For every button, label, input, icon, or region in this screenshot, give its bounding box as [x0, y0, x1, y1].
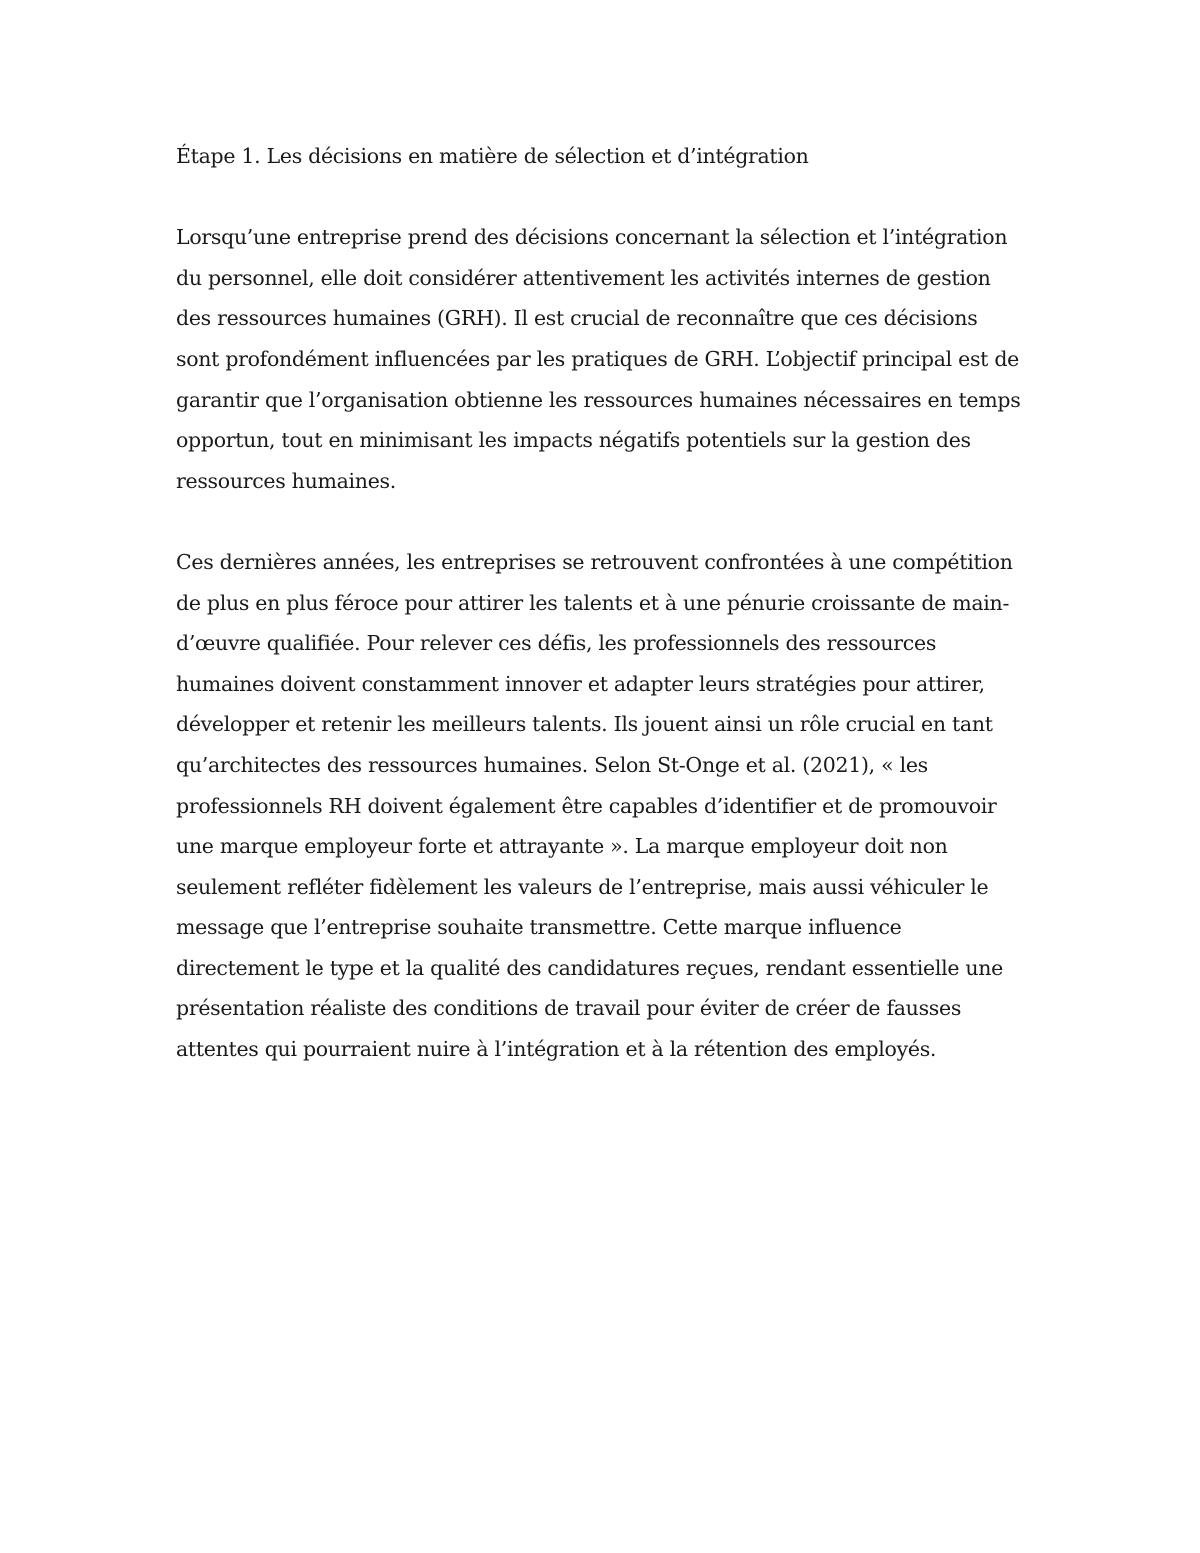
section-heading: Étape 1. Les décisions en matière de sélection et d’intégration: [176, 144, 809, 168]
paragraph-2: Ces dernières années, les entreprises se retrouvent confrontées à une compétition de plus en plus féroce pour attirer les talents et à une pénurie croissante de main-d’œuvre qualifiée. Pour relever ces défis, les professionnels des ressources humaines doivent constamment innover et adapter leurs stratégies pour attirer, développer et retenir les meilleurs talents. Ils jouent ainsi un rôle crucial en tant qu’architectes des ressources humaines. Selon St-Onge et al. (2021), « les professionnels RH doivent également être capables d’identifier et de promouvoir une marque employeur forte et attrayante ». La marque employeur doit non seulement refléter fidèlement les valeurs de l’entreprise, mais aussi véhiculer le message que l’entreprise souhaite transmettre. Cette marque influence directement le type et la qualité des candidatures reçues, rendant essentielle une présentation réaliste des conditions de travail pour éviter de créer de fausses attentes qui pourraient nuire à l’intégration et à la rétention des employés.: [176, 549, 1013, 1062]
paragraph-1: Lorsqu’une entreprise prend des décisions concernant la sélection et l’intégration du personnel, elle doit considérer attentivement les activités internes de gestion des ressources humaines (GRH). Il est crucial de reconnaître que ces décisions sont profondément influencées par les pratiques de GRH. L’objectif principal est de garantir que l’organisation obtienne les ressources humaines nécessaires en temps opportun, tout en minimisant les impacts négatifs potentiels sur la gestion des ressources humaines.: [176, 225, 1021, 493]
document-body: [176, 136, 1026, 1110]
